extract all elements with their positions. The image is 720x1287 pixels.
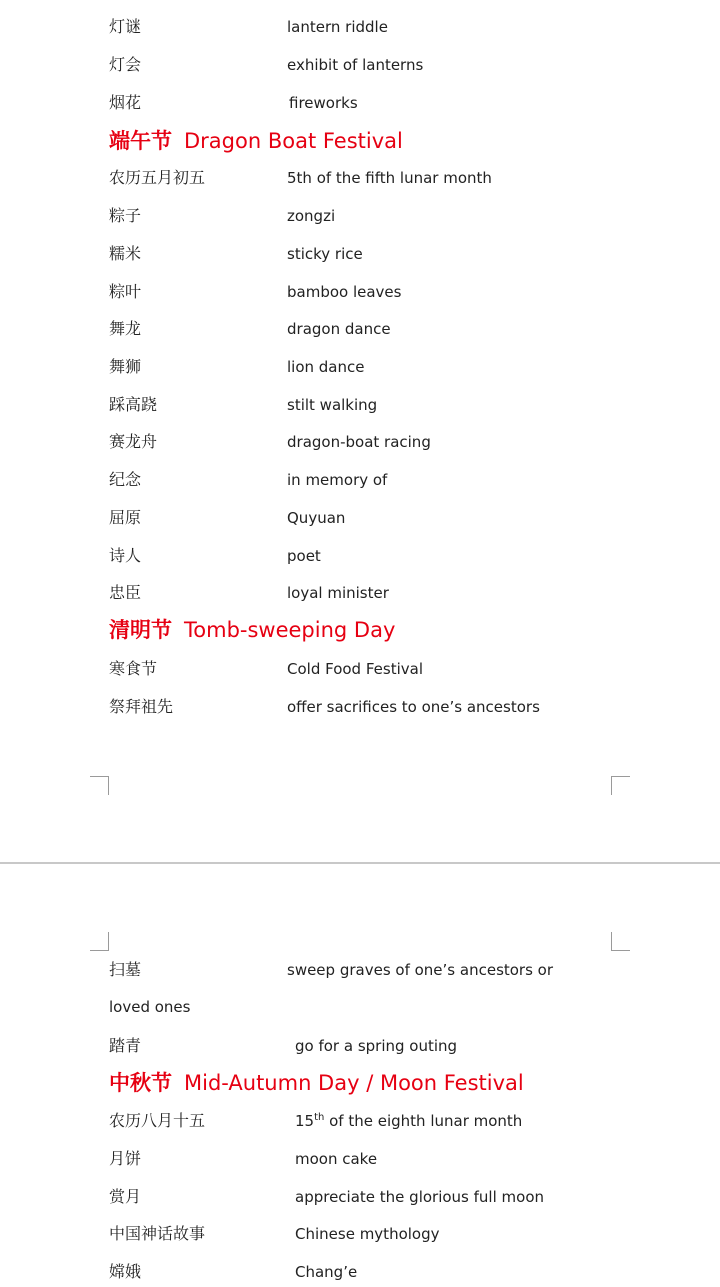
term-chinese: 粽叶 [109, 282, 142, 301]
heading-chinese: 中秋节 [109, 1071, 172, 1095]
term-english: offer sacrifices to one’s ancestors [287, 698, 540, 716]
section-heading-dragon-boat [109, 124, 403, 158]
document-page-2 [0, 864, 720, 1280]
term-chinese: 诗人 [109, 546, 142, 565]
term-english: moon cake [295, 1150, 378, 1168]
term-english: bamboo leaves [287, 283, 402, 301]
term-row [0, 1144, 720, 1174]
heading-english: Tomb-sweeping Day [184, 618, 396, 642]
term-english: dragon dance [287, 320, 391, 338]
term-chinese: 祭拜祖先 [109, 697, 174, 716]
page-margin-corner-mark [611, 776, 630, 795]
term-chinese: 中国神话故事 [109, 1224, 206, 1243]
term-english: fireworks [289, 94, 358, 112]
heading-chinese: 端午节 [109, 129, 172, 153]
term-english: go for a spring outing [295, 1037, 458, 1055]
term-row [0, 1219, 720, 1249]
term-row [0, 541, 720, 571]
term-chinese: 嫦娥 [109, 1262, 142, 1281]
section-heading-mid-autumn [109, 1066, 524, 1100]
ordinal-number: 15 [295, 1112, 315, 1130]
term-english: lion dance [287, 358, 365, 376]
term-chinese: 农历八月十五 [109, 1111, 206, 1130]
term-chinese: 舞龙 [109, 319, 142, 338]
term-row [0, 50, 720, 80]
term-english: exhibit of lanterns [287, 56, 424, 74]
term-english: in memory of [287, 471, 388, 489]
term-row [0, 692, 720, 722]
term-row [0, 1182, 720, 1212]
term-row [0, 1106, 720, 1136]
term-chinese: 忠臣 [109, 583, 142, 602]
term-english: Quyuan [287, 509, 346, 527]
term-english: sweep graves of one’s ancestors or [287, 961, 554, 979]
term-row [0, 1257, 720, 1287]
term-english: zongzi [287, 207, 336, 225]
term-english: Cold Food Festival [287, 660, 423, 678]
term-english: 5th of the fifth lunar month [287, 169, 492, 187]
term-row [0, 1031, 720, 1061]
term-continuation-row [0, 992, 720, 1022]
term-english-rest: of the eighth lunar month [324, 1112, 523, 1130]
term-row [0, 654, 720, 684]
term-chinese: 粽子 [109, 206, 142, 225]
term-row [0, 955, 720, 985]
term-chinese: 糯米 [109, 244, 142, 263]
term-row [0, 314, 720, 344]
term-english: stilt walking [287, 396, 378, 414]
term-chinese: 寒食节 [109, 659, 158, 678]
term-english-continuation: loved ones [109, 998, 191, 1016]
term-chinese: 烟花 [109, 93, 142, 112]
term-row [0, 163, 720, 193]
term-chinese: 灯会 [109, 55, 142, 74]
term-english: poet [287, 547, 321, 565]
term-row [0, 465, 720, 495]
term-row [0, 427, 720, 457]
term-chinese: 踏青 [109, 1036, 142, 1055]
term-chinese: 灯谜 [109, 17, 142, 36]
term-row [0, 390, 720, 420]
page-margin-corner-mark [90, 932, 109, 951]
term-row [0, 352, 720, 382]
term-chinese: 踩高跷 [109, 395, 158, 414]
term-chinese: 农历五月初五 [109, 168, 206, 187]
term-chinese: 赛龙舟 [109, 432, 158, 451]
term-english: dragon-boat racing [287, 433, 431, 451]
heading-english: Mid-Autumn Day / Moon Festival [184, 1071, 524, 1095]
term-chinese: 屈原 [109, 508, 142, 527]
heading-english: Dragon Boat Festival [184, 129, 403, 153]
term-row [0, 12, 720, 42]
term-english: Chang’e [295, 1263, 358, 1281]
page-margin-corner-mark [90, 776, 109, 795]
term-row [0, 201, 720, 231]
term-chinese: 舞狮 [109, 357, 142, 376]
section-heading-tomb-sweeping [109, 613, 395, 647]
ordinal-suffix: th [314, 1112, 325, 1123]
page-margin-corner-mark [611, 932, 630, 951]
term-english: Chinese mythology [295, 1225, 440, 1243]
term-row [0, 578, 720, 608]
term-row [0, 239, 720, 269]
term-english: sticky rice [287, 245, 363, 263]
term-english: appreciate the glorious full moon [295, 1188, 545, 1206]
term-chinese: 赏月 [109, 1187, 142, 1206]
term-english [295, 1106, 522, 1136]
term-english: loyal minister [287, 584, 389, 602]
term-english: lantern riddle [287, 18, 388, 36]
term-row [0, 277, 720, 307]
term-row [0, 88, 720, 118]
term-row [0, 503, 720, 533]
term-chinese: 扫墓 [109, 960, 142, 979]
term-chinese: 纪念 [109, 470, 142, 489]
heading-chinese: 清明节 [109, 618, 172, 642]
term-chinese: 月饼 [109, 1149, 142, 1168]
